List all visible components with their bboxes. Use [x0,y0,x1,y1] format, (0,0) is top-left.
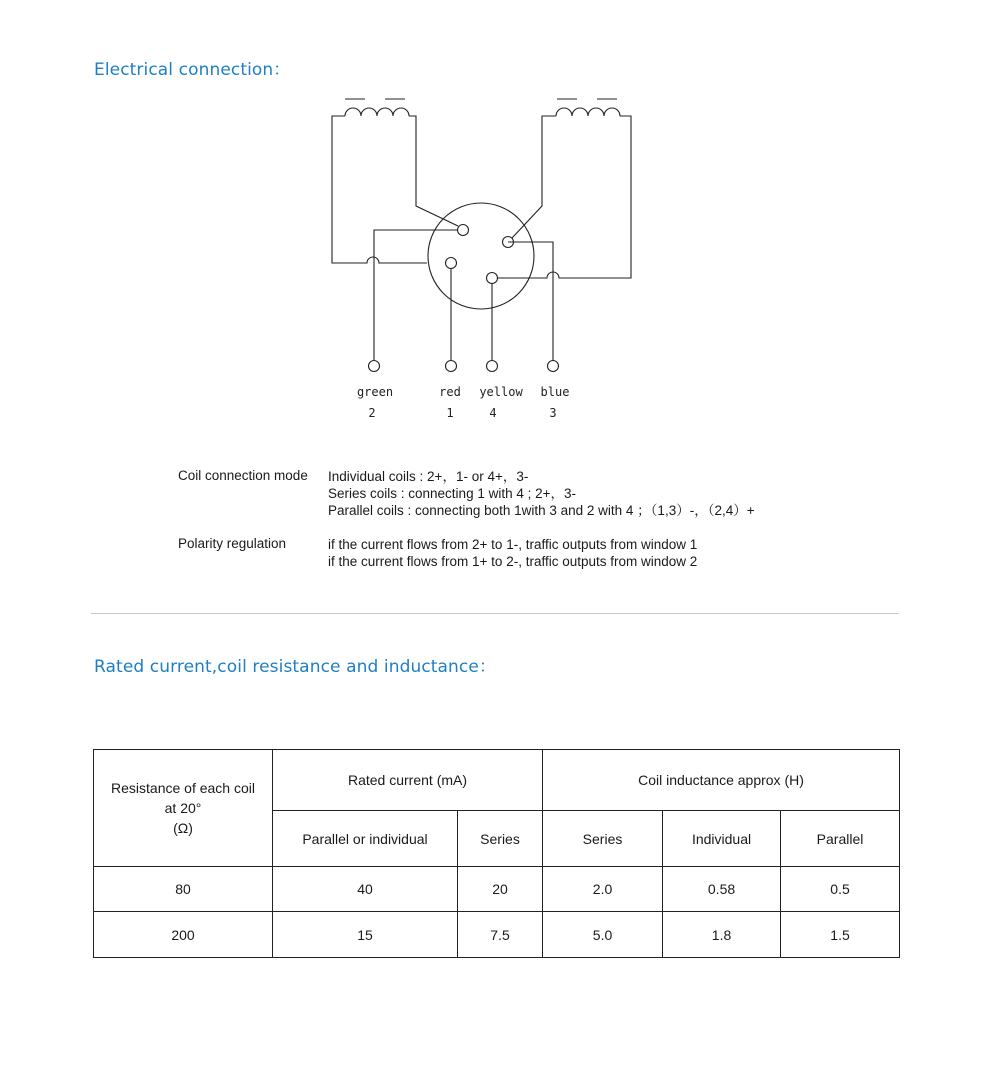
left-coil [332,99,458,263]
table-cell: 0.5 [781,867,900,912]
electrical-connection-heading: Electrical connection： [94,60,291,80]
right-coil [497,99,631,278]
coil-spec-table [93,749,900,958]
table-cell: 0.58 [663,867,781,912]
polarity-line-2: if the current flows from 1+ to 2-, traffic outputs from window 2 [328,554,698,569]
connector-pins [446,225,514,284]
polarity-line-1: if the current flows from 2+ to 1-, traffic outputs from window 1 [328,537,698,552]
wire-color-yellow: yellow [479,385,523,399]
coil-mode-series: Series coils : connecting 1 with 4 ; 2+，3- [328,486,576,501]
polarity-regulation-label: Polarity regulation [178,536,287,551]
wiring-diagram [0,0,986,440]
coil-connection-mode-label: Coil connection mode [178,468,308,483]
inductance-header: Coil inductance approx (H) [543,750,900,811]
table-cell: 5.0 [543,912,663,958]
coil-connection-mode-values [328,468,928,519]
subheader-parallel: Parallel [781,811,900,867]
table-cell: 2.0 [543,867,663,912]
table-cell: 1.5 [781,912,900,958]
table-cell: 200 [94,912,273,958]
terminal-leads [374,230,553,360]
connector-circle [428,203,534,309]
pin-number-3: 3 [549,406,557,420]
table-cell: 1.8 [663,912,781,958]
coil-mode-individual: Individual coils : 2+，1- or 4+，3- [328,469,529,484]
coil-mode-parallel: Parallel coils : connecting both 1with 3 and 2 with 4 ；（1,3）-，（2,4）+ [328,503,755,518]
subheader-series-current: Series [458,811,543,867]
wire-color-green: green [356,385,394,399]
table-cell: 40 [273,867,458,912]
pin-number-1: 1 [446,406,454,420]
table-cell: 80 [94,867,273,912]
table-cell: 15 [273,912,458,958]
table-row [94,912,900,958]
table-cell: 20 [458,867,543,912]
wire-color-red: red [439,385,461,399]
table-row [94,867,900,912]
subheader-series-inductance: Series [543,811,663,867]
subheader-individual: Individual [663,811,781,867]
rated-current-heading: Rated current,coil resistance and inductance： [94,657,497,677]
pin-number-2: 2 [368,406,376,420]
section-divider [91,613,899,614]
table-cell: 7.5 [458,912,543,958]
polarity-regulation-values [328,536,928,570]
rated-current-header: Rated current (mA) [273,750,543,811]
subheader-parallel-individual: Parallel or individual [273,811,458,867]
wire-terminals [369,361,559,372]
resistance-header: Resistance of each coil at 20° (Ω) [94,750,273,867]
pin-number-4: 4 [489,406,497,420]
wire-color-blue: blue [540,385,570,399]
